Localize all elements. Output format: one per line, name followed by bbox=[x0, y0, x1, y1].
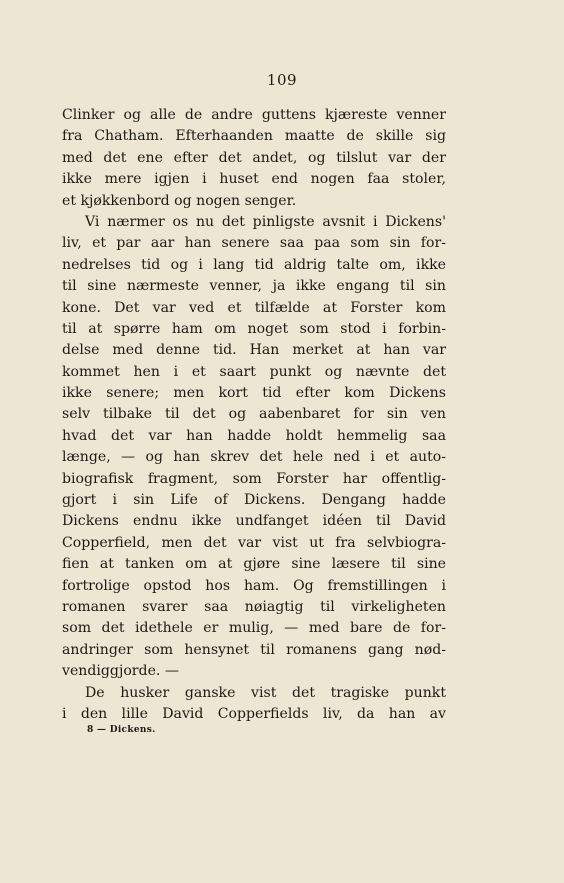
page-number: 109 bbox=[266, 71, 298, 89]
text-line: De husker ganske vist det tragiske punkt bbox=[85, 684, 446, 701]
text-line: gjort i sin Life of Dickens. Dengang hadde bbox=[62, 492, 446, 509]
text-line: romanen svarer saa nøiagtig til virkeligheten bbox=[62, 598, 446, 615]
text-line: som det idethele er mulig, — med bare de for- bbox=[62, 620, 446, 637]
text-line: vendiggjorde. — bbox=[62, 663, 179, 680]
text-line: liv, et par aar han senere saa paa som sin for- bbox=[62, 235, 446, 252]
text-line: fra Chatham. Efterhaanden maatte de skille sig bbox=[62, 128, 446, 145]
text-line: til at spørre ham om noget som stod i forbin- bbox=[62, 320, 446, 337]
text-line: kommet hen i et saart punkt og nævnte det bbox=[62, 363, 446, 380]
text-line: fien at tanken om at gjøre sine læsere til sine bbox=[62, 556, 446, 573]
text-line: Dickens endnu ikke undfanget idéen til David bbox=[62, 513, 446, 530]
text-line: hvad det var han hadde holdt hemmelig saa bbox=[62, 427, 446, 444]
text-line: kone. Det var ved et tilfælde at Forster kom bbox=[62, 299, 446, 316]
text-line: Copperfield, men det var vist ut fra selvbiogra- bbox=[62, 534, 446, 551]
text-line: selv tilbake til det og aabenbaret for sin ven bbox=[62, 406, 446, 423]
text-line: i den lille David Copperfields liv, da han av bbox=[62, 705, 446, 722]
text-line: med det ene efter det andet, og tilslut var der bbox=[62, 149, 446, 166]
body-text bbox=[62, 105, 446, 725]
text-line: fortrolige opstod hos ham. Og fremstillingen i bbox=[62, 577, 446, 594]
text-line: andringer som hensynet til romanens gang nød- bbox=[62, 641, 446, 658]
text-line: et kjøkkenbord og nogen senger. bbox=[62, 192, 297, 209]
text-line: ikke senere; men kort tid efter kom Dickens bbox=[62, 385, 446, 402]
text-line: delse med denne tid. Han merket at han var bbox=[62, 342, 446, 359]
text-line: længe, — og han skrev det hele ned i et auto- bbox=[62, 449, 446, 466]
signature-mark: 8 — Dickens. bbox=[87, 725, 156, 735]
text-line: ikke mere igjen i huset end nogen faa stoler, bbox=[62, 171, 446, 188]
text-line: Vi nærmer os nu det pinligste avsnit i Dickens' bbox=[85, 213, 446, 230]
text-line: Clinker og alle de andre guttens kjæreste venner bbox=[62, 107, 446, 123]
text-line: til sine nærmeste venner, ja ikke engang til sin bbox=[62, 278, 446, 295]
text-line: nedrelses tid og i lang tid aldrig talte om, ikke bbox=[62, 256, 446, 273]
text-line: biografisk fragment, som Forster har offentlig- bbox=[62, 470, 446, 487]
